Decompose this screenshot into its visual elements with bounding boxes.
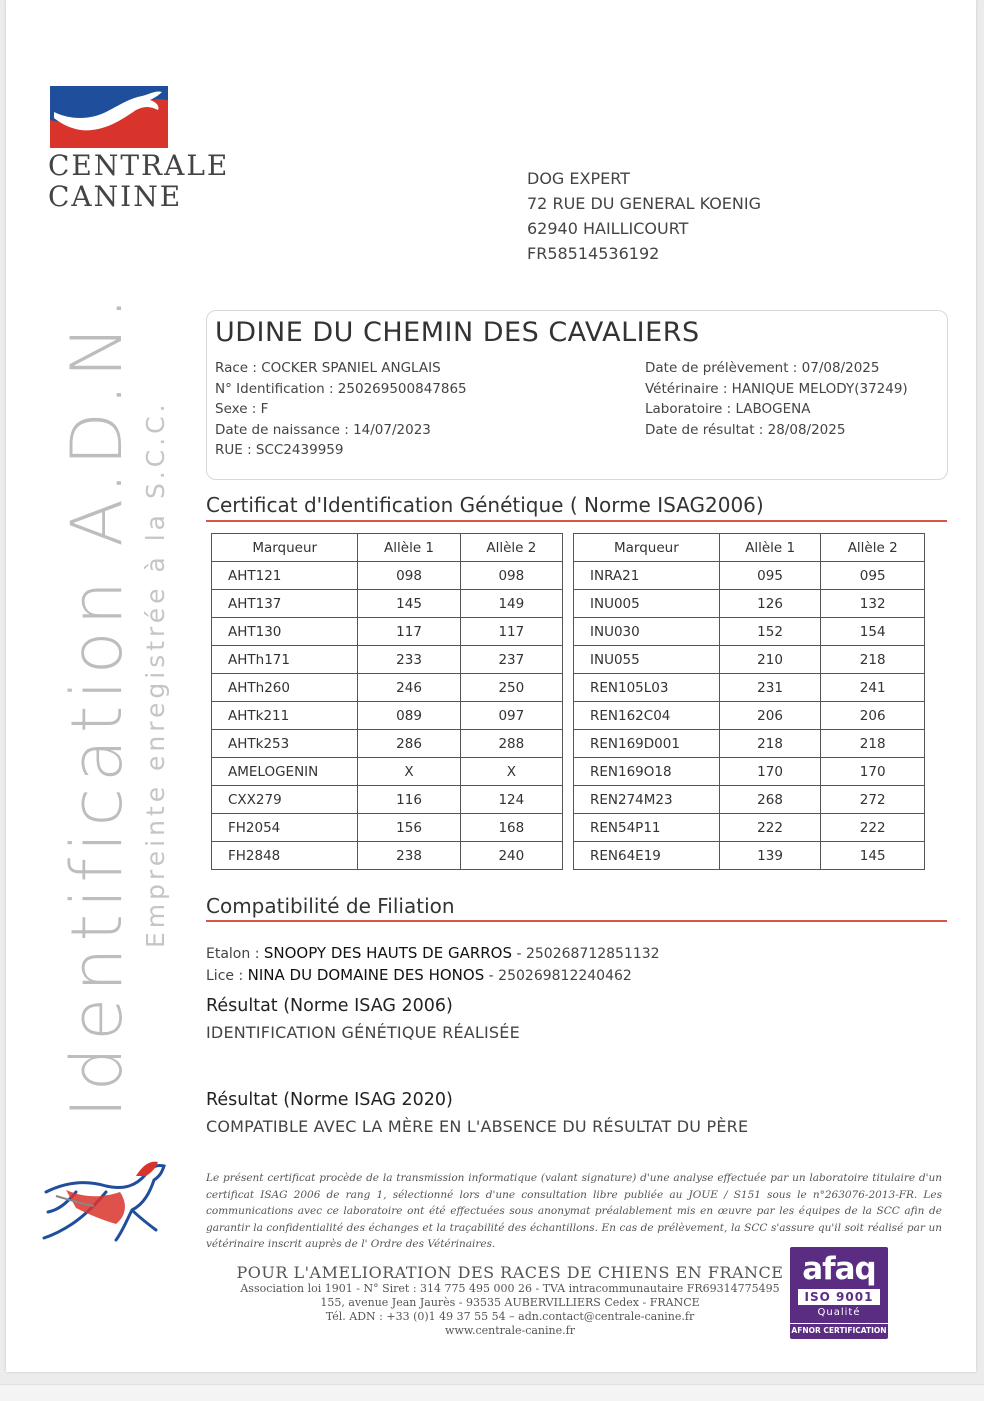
- allele-1-value: 098: [358, 562, 460, 590]
- legal-notice: Le présent certificat procède de la transmission informatique (valant signature) d'une analyse effectuée par un laboratoire titulaire d'un certificat ISAG 2006 de rang 1, sélectionné lors d'une consultation libre publiée au JOUE / S151 sous le n°263076-2013-FR. Les communications avec ce laboratoire ont été effectuées sous anonymat préalablement mis en œuvre par les équipes de la SCC afin de garantir la confidentialité des échanges et la traçabilité des échantillons. En cas de prélèvement, la SCC s'assure qu'il soit réalisé par un vétérinaire inscrit auprès de l' Ordre des Vétérinaires.: [206, 1172, 942, 1250]
- marker-name: REN162C04: [574, 702, 720, 730]
- address-line: DOG EXPERT: [527, 169, 630, 188]
- header-allele-2: Allèle 2: [460, 534, 562, 562]
- footer-website: www.centrale-canine.fr: [445, 1324, 575, 1337]
- marker-name: AMELOGENIN: [212, 758, 358, 786]
- allele-1-value: 210: [719, 646, 821, 674]
- allele-2-value: 132: [821, 590, 925, 618]
- marker-name: INU030: [574, 618, 720, 646]
- marker-row: [574, 618, 925, 646]
- quality-label: Qualité: [817, 1307, 861, 1318]
- detail-laboratory: Laboratoire : LABOGENA: [645, 401, 811, 417]
- allele-2-value: 168: [460, 814, 562, 842]
- marker-row: [212, 562, 563, 590]
- address-line: FR58514536192: [527, 244, 660, 263]
- logo-wordmark: [48, 149, 230, 214]
- marker-name: FH2848: [212, 842, 358, 870]
- marker-row: [212, 646, 563, 674]
- iso-label: ISO 9001: [798, 1289, 880, 1305]
- allele-1-value: 152: [719, 618, 821, 646]
- marker-row: [212, 842, 563, 870]
- address-line: 72 RUE DU GENERAL KOENIG: [527, 194, 761, 213]
- allele-1-value: 139: [719, 842, 821, 870]
- marker-row: [574, 758, 925, 786]
- marker-name: REN105L03: [574, 674, 720, 702]
- marker-name: AHTk211: [212, 702, 358, 730]
- dog-details-right: [645, 358, 908, 440]
- marker-row: [574, 562, 925, 590]
- marker-row: [212, 758, 563, 786]
- footer-siret: Association loi 1901 - N° Siret : 314 775 495 000 26 - TVA intracommunautaire FR69314775495: [240, 1282, 780, 1295]
- allele-1-value: 238: [358, 842, 460, 870]
- marker-name: CXX279: [212, 786, 358, 814]
- allele-1-value: 089: [358, 702, 460, 730]
- detail-identification: N° Identification : 250269500847865: [215, 380, 467, 397]
- marker-name: AHT121: [212, 562, 358, 590]
- address-line: 62940 HAILLICOURT: [527, 219, 689, 238]
- logo-line2: CANINE: [48, 180, 183, 213]
- marker-name: REN54P11: [574, 814, 720, 842]
- marker-name: INRA21: [574, 562, 720, 590]
- allele-1-value: 233: [358, 646, 460, 674]
- section-divider: [206, 920, 947, 922]
- detail-sex: Sexe : F: [215, 401, 269, 417]
- detail-rue: RUE : SCC2439959: [215, 442, 344, 458]
- allele-1-value: 156: [358, 814, 460, 842]
- allele-2-value: 218: [821, 646, 925, 674]
- allele-2-value: 098: [460, 562, 562, 590]
- detail-birth-date: Date de naissance : 14/07/2023: [215, 421, 431, 438]
- allele-2-value: 288: [460, 730, 562, 758]
- marker-name: AHTh260: [212, 674, 358, 702]
- footer-address: [220, 1264, 800, 1338]
- section-divider: [206, 520, 947, 522]
- dam-id: - 250269812240462: [484, 967, 632, 984]
- marker-row: [574, 702, 925, 730]
- marker-name: AHTk253: [212, 730, 358, 758]
- recipient-address: [527, 166, 761, 266]
- allele-2-value: 218: [821, 730, 925, 758]
- marker-row: [574, 646, 925, 674]
- marker-row: [574, 674, 925, 702]
- allele-1-value: 231: [719, 674, 821, 702]
- marker-row: [212, 674, 563, 702]
- marker-table-left: [211, 533, 563, 870]
- afaq-iso-badge: [790, 1247, 888, 1339]
- logo-line1: CENTRALE: [48, 149, 230, 182]
- allele-1-value: 206: [719, 702, 821, 730]
- filiation-details: [206, 943, 660, 986]
- marker-name: AHT137: [212, 590, 358, 618]
- running-dog-illustration: [36, 1152, 176, 1244]
- result-2006-title: Résultat (Norme ISAG 2006): [206, 996, 453, 1016]
- allele-2-value: 240: [460, 842, 562, 870]
- allele-1-value: 116: [358, 786, 460, 814]
- marker-row: [212, 730, 563, 758]
- header-allele-1: Allèle 1: [358, 534, 460, 562]
- result-2006-value: IDENTIFICATION GÉNÉTIQUE RÉALISÉE: [206, 1023, 520, 1042]
- marker-row: [574, 730, 925, 758]
- allele-1-value: 222: [719, 814, 821, 842]
- header-allele-2: Allèle 2: [821, 534, 925, 562]
- sire-id: - 250268712851132: [512, 946, 660, 962]
- dam-name: NINA DU DOMAINE DES HONOS: [247, 965, 485, 984]
- header-allele-1: Allèle 1: [719, 534, 821, 562]
- marker-name: AHTh171: [212, 646, 358, 674]
- allele-1-value: 268: [719, 786, 821, 814]
- vertical-banner-subtitle: Empreinte enregistrée à la S.C.C.: [141, 400, 170, 948]
- allele-1-value: 218: [719, 730, 821, 758]
- result-2020-title: Résultat (Norme ISAG 2020): [206, 1090, 453, 1110]
- vertical-banner-title: Identification A.D.N.: [56, 291, 138, 1118]
- detail-race: Race : COCKER SPANIEL ANGLAIS: [215, 360, 441, 376]
- next-page-edge: [0, 1384, 984, 1401]
- allele-1-value: 286: [358, 730, 460, 758]
- allele-1-value: 095: [719, 562, 821, 590]
- marker-row: [574, 590, 925, 618]
- allele-2-value: 241: [821, 674, 925, 702]
- afnor-label: AFNOR CERTIFICATION: [790, 1323, 888, 1335]
- marker-table-right: [573, 533, 925, 870]
- allele-2-value: 154: [821, 618, 925, 646]
- allele-2-value: 206: [821, 702, 925, 730]
- marker-row: [574, 842, 925, 870]
- marker-row: [212, 786, 563, 814]
- allele-2-value: 117: [460, 618, 562, 646]
- marker-row: [574, 814, 925, 842]
- detail-sample-date: Date de prélèvement : 07/08/2025: [645, 360, 880, 376]
- sire-name: SNOOPY DES HAUTS DE GARROS: [263, 944, 513, 962]
- marker-name: FH2054: [212, 814, 358, 842]
- sire-line: Etalon : SNOOPY DES HAUTS DE GARROS - 250268712851132: [206, 944, 660, 962]
- allele-2-value: 095: [821, 562, 925, 590]
- allele-1-value: X: [358, 758, 460, 786]
- afaq-wordmark: afaq: [802, 1251, 876, 1287]
- allele-1-value: 145: [358, 590, 460, 618]
- filiation-title: Compatibilité de Filiation: [206, 894, 455, 918]
- allele-1-value: 117: [358, 618, 460, 646]
- marker-name: REN274M23: [574, 786, 720, 814]
- footer-contact: Tél. ADN : +33 (0)1 49 37 55 54 – adn.contact@centrale-canine.fr: [325, 1310, 695, 1323]
- allele-1-value: 170: [719, 758, 821, 786]
- marker-name: INU055: [574, 646, 720, 674]
- allele-2-value: 222: [821, 814, 925, 842]
- marker-row: [212, 618, 563, 646]
- dog-info-box: [206, 310, 948, 480]
- allele-2-value: X: [460, 758, 562, 786]
- result-2020-value: COMPATIBLE AVEC LA MÈRE EN L'ABSENCE DU RÉSULTAT DU PÈRE: [206, 1117, 749, 1136]
- marker-row: [212, 702, 563, 730]
- marker-name: REN169O18: [574, 758, 720, 786]
- marker-name: INU005: [574, 590, 720, 618]
- allele-2-value: 149: [460, 590, 562, 618]
- centrale-canine-logo: [50, 86, 168, 148]
- header-marker: Marqueur: [212, 534, 358, 562]
- header-marker: Marqueur: [574, 534, 720, 562]
- allele-2-value: 145: [821, 842, 925, 870]
- certificate-title: Certificat d'Identification Génétique ( Norme ISAG2006): [206, 493, 764, 517]
- allele-2-value: 124: [460, 786, 562, 814]
- dam-line: Lice : NINA DU DOMAINE DES HONOS - 250269812240462: [206, 965, 632, 984]
- marker-name: AHT130: [212, 618, 358, 646]
- allele-2-value: 097: [460, 702, 562, 730]
- allele-2-value: 250: [460, 674, 562, 702]
- detail-result-date: Date de résultat : 28/08/2025: [645, 421, 846, 438]
- detail-veterinarian: Vétérinaire : HANIQUE MELODY(37249): [645, 380, 908, 397]
- marker-row: [212, 590, 563, 618]
- footer-street: 155, avenue Jean Jaurès - 93535 AUBERVILLIERS Cedex - FRANCE: [320, 1296, 700, 1309]
- allele-1-value: 246: [358, 674, 460, 702]
- marker-name: REN64E19: [574, 842, 720, 870]
- allele-2-value: 170: [821, 758, 925, 786]
- marker-row: [212, 814, 563, 842]
- marker-row: [574, 786, 925, 814]
- dog-details-left: [215, 358, 467, 461]
- allele-1-value: 126: [719, 590, 821, 618]
- marker-name: REN169D001: [574, 730, 720, 758]
- allele-2-value: 272: [821, 786, 925, 814]
- allele-2-value: 237: [460, 646, 562, 674]
- footer-motto: POUR L'AMELIORATION DES RACES DE CHIENS EN FRANCE: [236, 1263, 784, 1282]
- dog-name: UDINE DU CHEMIN DES CAVALIERS: [215, 317, 700, 348]
